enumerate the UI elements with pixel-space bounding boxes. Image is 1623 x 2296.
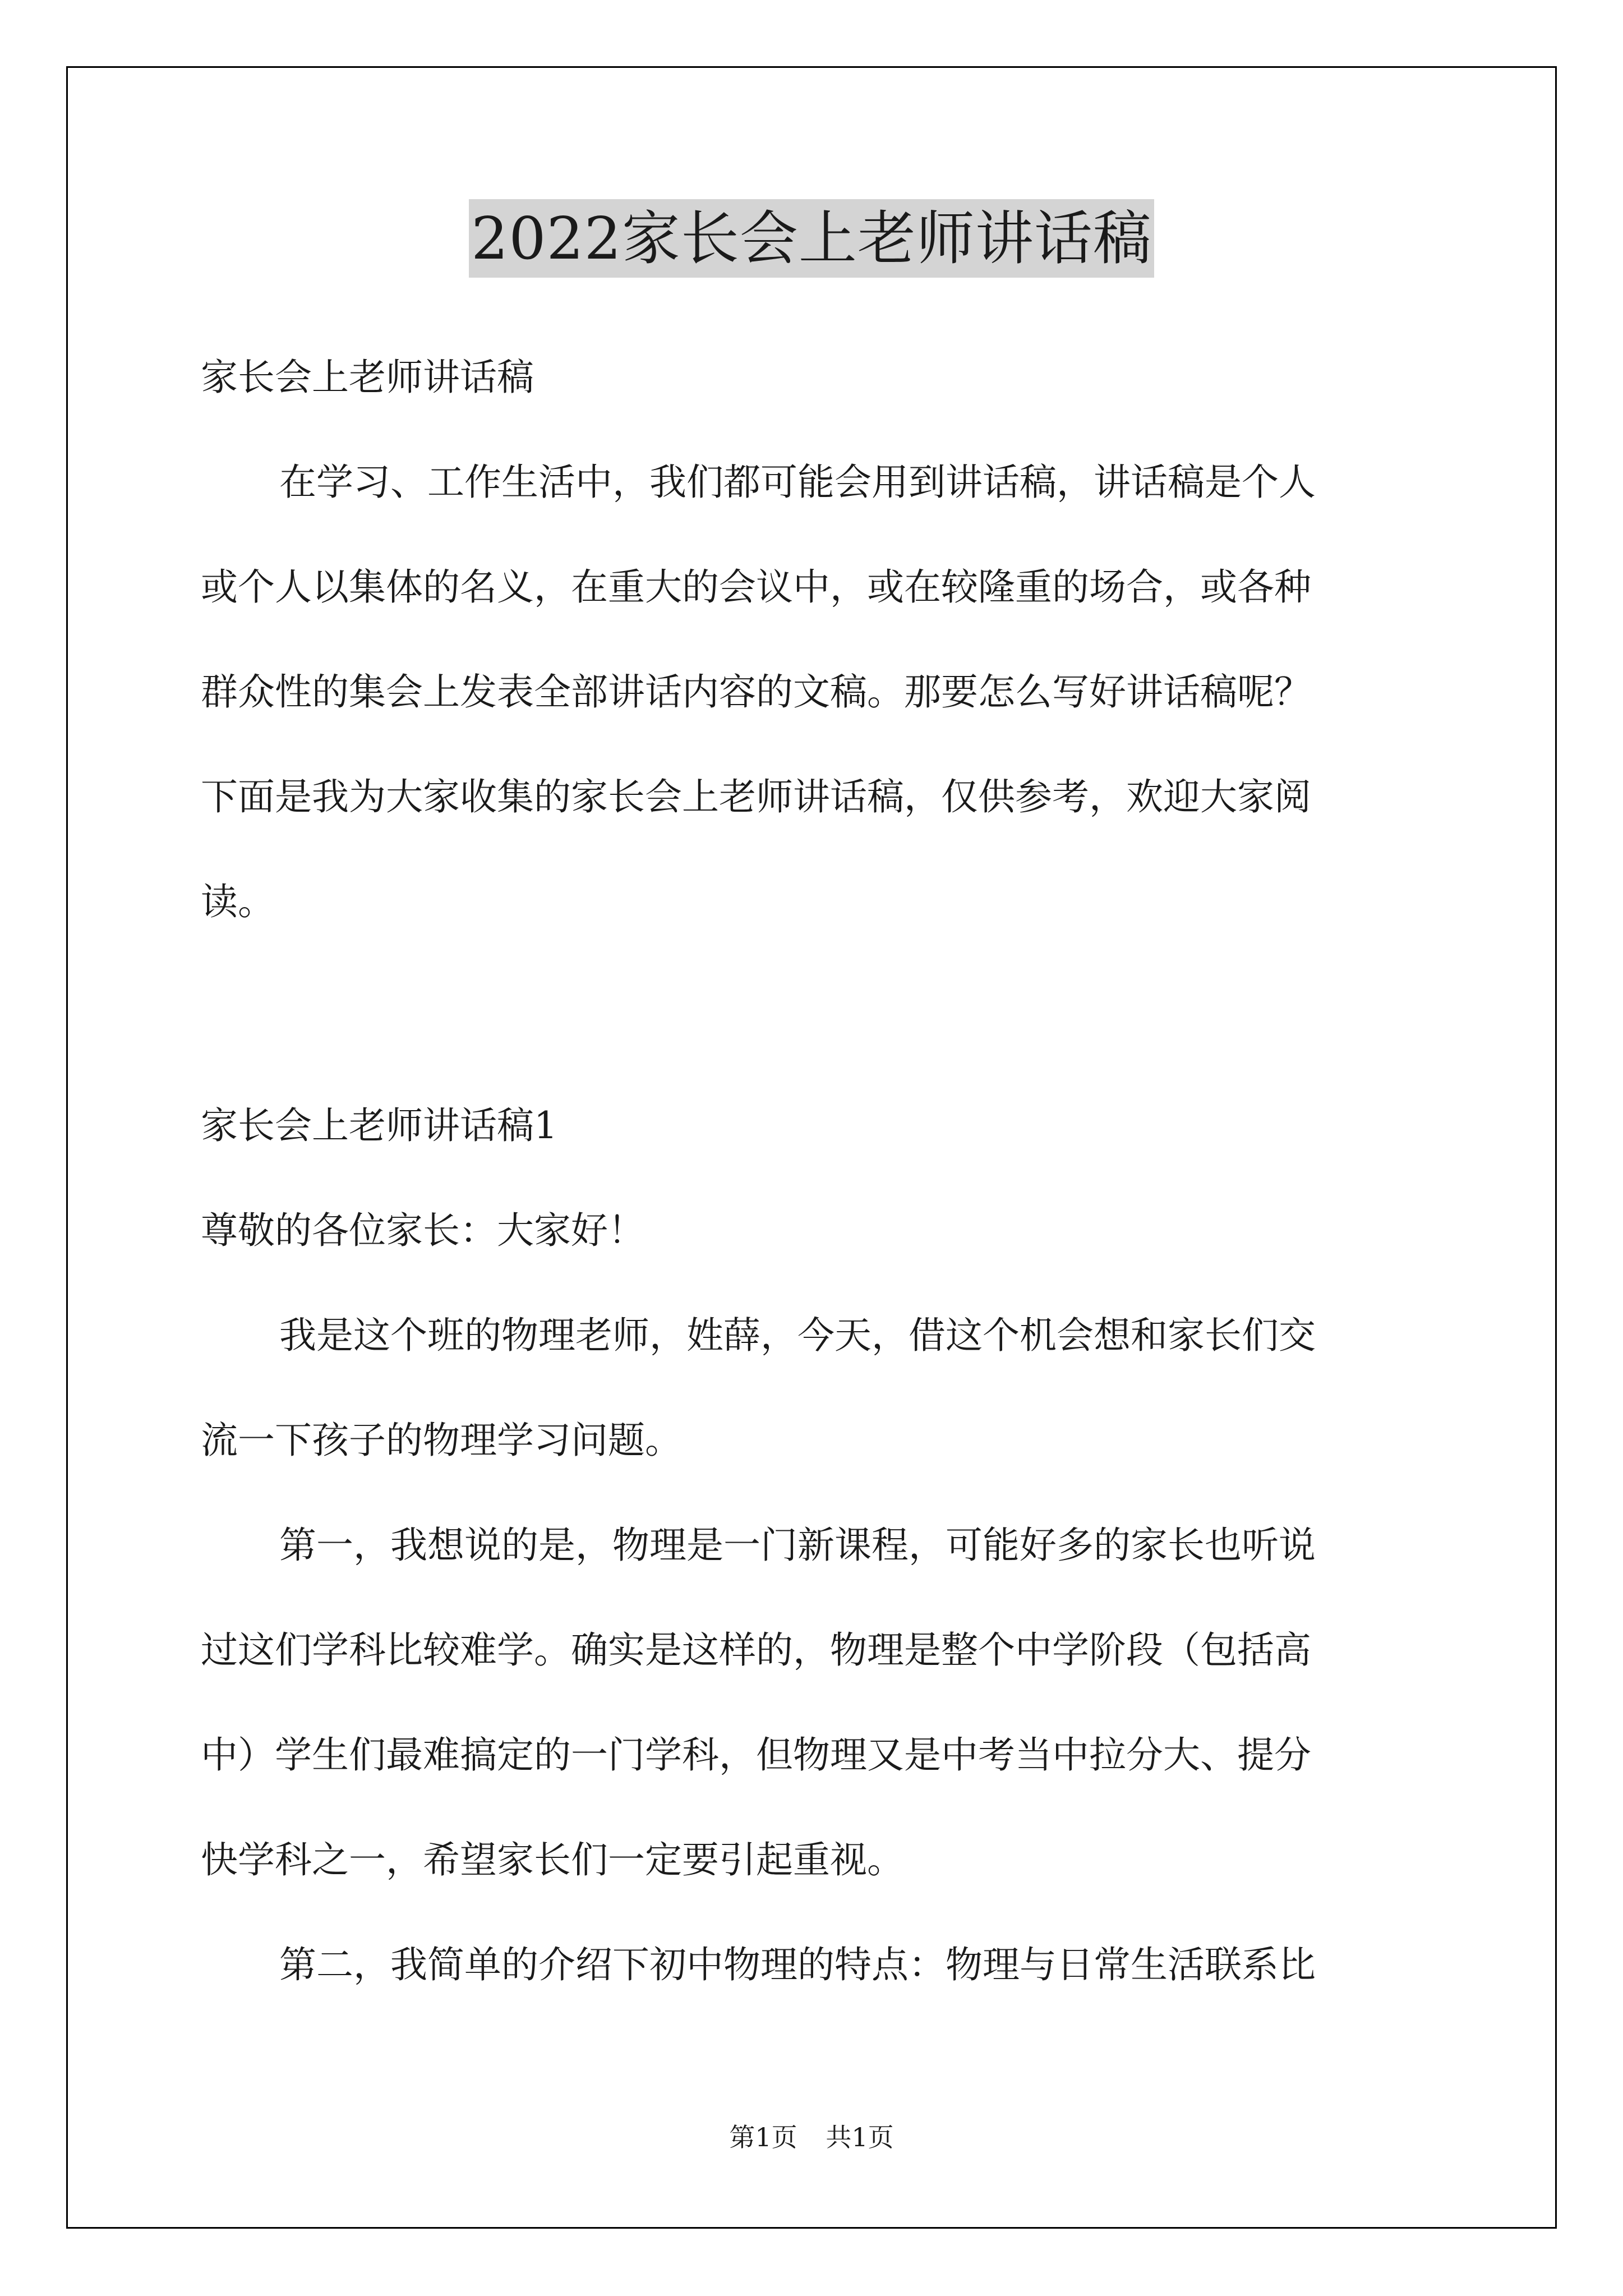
paragraph-line: 快学科之一，希望家长们一定要引起重视。: [201, 1838, 904, 1881]
greeting-line: 尊敬的各位家长：大家好！: [201, 1209, 645, 1252]
page-footer: [0, 2120, 1623, 2154]
intro-line: 在学习、工作生活中，我们都可能会用到讲话稿，讲话稿是个人: [279, 461, 1316, 504]
intro-line: 读。: [201, 880, 275, 923]
page-number-total: 共1页: [826, 2122, 894, 2152]
page-number-current: 第1页: [729, 2122, 797, 2152]
document-subtitle: 家长会上老师讲话稿: [201, 356, 534, 399]
intro-line: 群众性的集会上发表全部讲话内容的文稿。那要怎么写好讲话稿呢？: [201, 670, 1311, 714]
title-container: [0, 199, 1623, 278]
paragraph-line: 中）学生们最难搞定的一门学科，但物理又是中考当中拉分大、提分: [201, 1733, 1311, 1777]
paragraph-line: 我是这个班的物理老师，姓薛，今天，借这个机会想和家长们交: [279, 1314, 1316, 1357]
paragraph-line: 流一下孩子的物理学习问题。: [201, 1419, 682, 1462]
paragraph-line: 第二，我简单的介绍下初中物理的特点：物理与日常生活联系比: [279, 1943, 1316, 1986]
intro-line: 下面是我为大家收集的家长会上老师讲话稿，仅供参考，欢迎大家阅: [201, 775, 1311, 818]
intro-line: 或个人以集体的名义，在重大的会议中，或在较隆重的场合，或各种: [201, 565, 1311, 609]
paragraph-line: 第一，我想说的是，物理是一门新课程，可能好多的家长也听说: [279, 1524, 1316, 1567]
document-title: 2022家长会上老师讲话稿: [469, 199, 1154, 278]
paragraph-line: 过这们学科比较难学。确实是这样的，物理是整个中学阶段（包括高: [201, 1628, 1311, 1672]
section-heading: 家长会上老师讲话稿1: [201, 1104, 557, 1147]
